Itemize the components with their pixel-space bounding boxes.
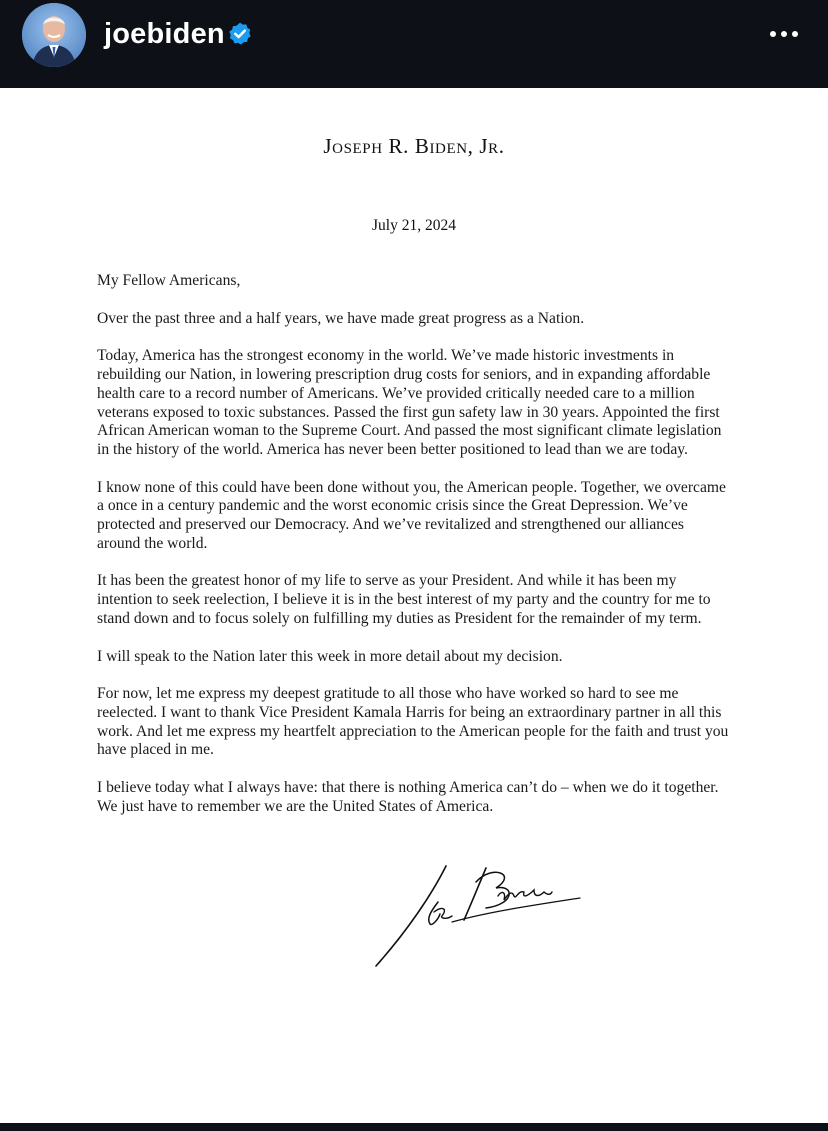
letter-paragraph: I believe today what I always have: that there is nothing America can’t do – when we do it together. We just have to remember we are the United States of America. bbox=[97, 779, 719, 815]
letter-paragraph: It has been the greatest honor of my life to serve as your President. And while it has been my intention to seek reelection, I believe it is in the best interest of my party and the country for me to stand down and to focus solely on fulfilling my duties as President for the remainder of my term. bbox=[97, 572, 711, 627]
letter-paragraph: Today, America has the strongest economy in the world. We’ve made historic investments in rebuilding our Nation, in lowering prescription drug costs for seniors, and in expanding affordable health care to a record number of Americans. We’ve provided critically needed care to a million veterans exposed to toxic substances. Passed the first gun safety law in 30 years. Appointed the first African American woman to the Supreme Court. And passed the most significant climate legislation in the history of the world. America has never been better positioned to lead than we are today. bbox=[97, 347, 722, 458]
post-image-letter bbox=[0, 88, 828, 1123]
username[interactable]: joebiden bbox=[104, 18, 225, 50]
letter-body bbox=[97, 272, 729, 835]
verified-badge-icon bbox=[227, 21, 253, 47]
salutation: My Fellow Americans, bbox=[97, 272, 241, 289]
profile-avatar[interactable] bbox=[22, 3, 86, 67]
more-options-button[interactable] bbox=[762, 18, 806, 50]
letter-date: July 21, 2024 bbox=[372, 217, 456, 234]
letter-paragraph: I will speak to the Nation later this week in more detail about my decision. bbox=[97, 647, 563, 665]
more-dot-icon bbox=[792, 31, 798, 37]
handwritten-signature bbox=[368, 860, 588, 972]
more-dot-icon bbox=[781, 31, 787, 37]
more-dot-icon bbox=[770, 31, 776, 37]
post-header bbox=[0, 0, 828, 88]
letter-paragraph: I know none of this could have been done without you, the American people. Together, we overcame a once in a century pandemic and the worst economic crisis since the Great Depression. We’ve protected and preserved our Democracy. And we’ve revitalized and strengthened our alliances around the world. bbox=[97, 478, 726, 552]
letter-paragraph: For now, let me express my deepest gratitude to all those who have worked so hard to see me reelected. I want to thank Vice President Kamala Harris for being an extraordinary partner in all this work. And let me express my heartfelt appreciation to the American people for the faith and trust you have placed in me. bbox=[97, 685, 729, 759]
profile-photo-icon bbox=[22, 3, 86, 67]
letter-paragraph: Over the past three and a half years, we have made great progress as a Nation. bbox=[97, 309, 585, 327]
letterhead: Joseph R. Biden, Jr. bbox=[323, 134, 505, 158]
bottom-bar bbox=[0, 1123, 828, 1131]
